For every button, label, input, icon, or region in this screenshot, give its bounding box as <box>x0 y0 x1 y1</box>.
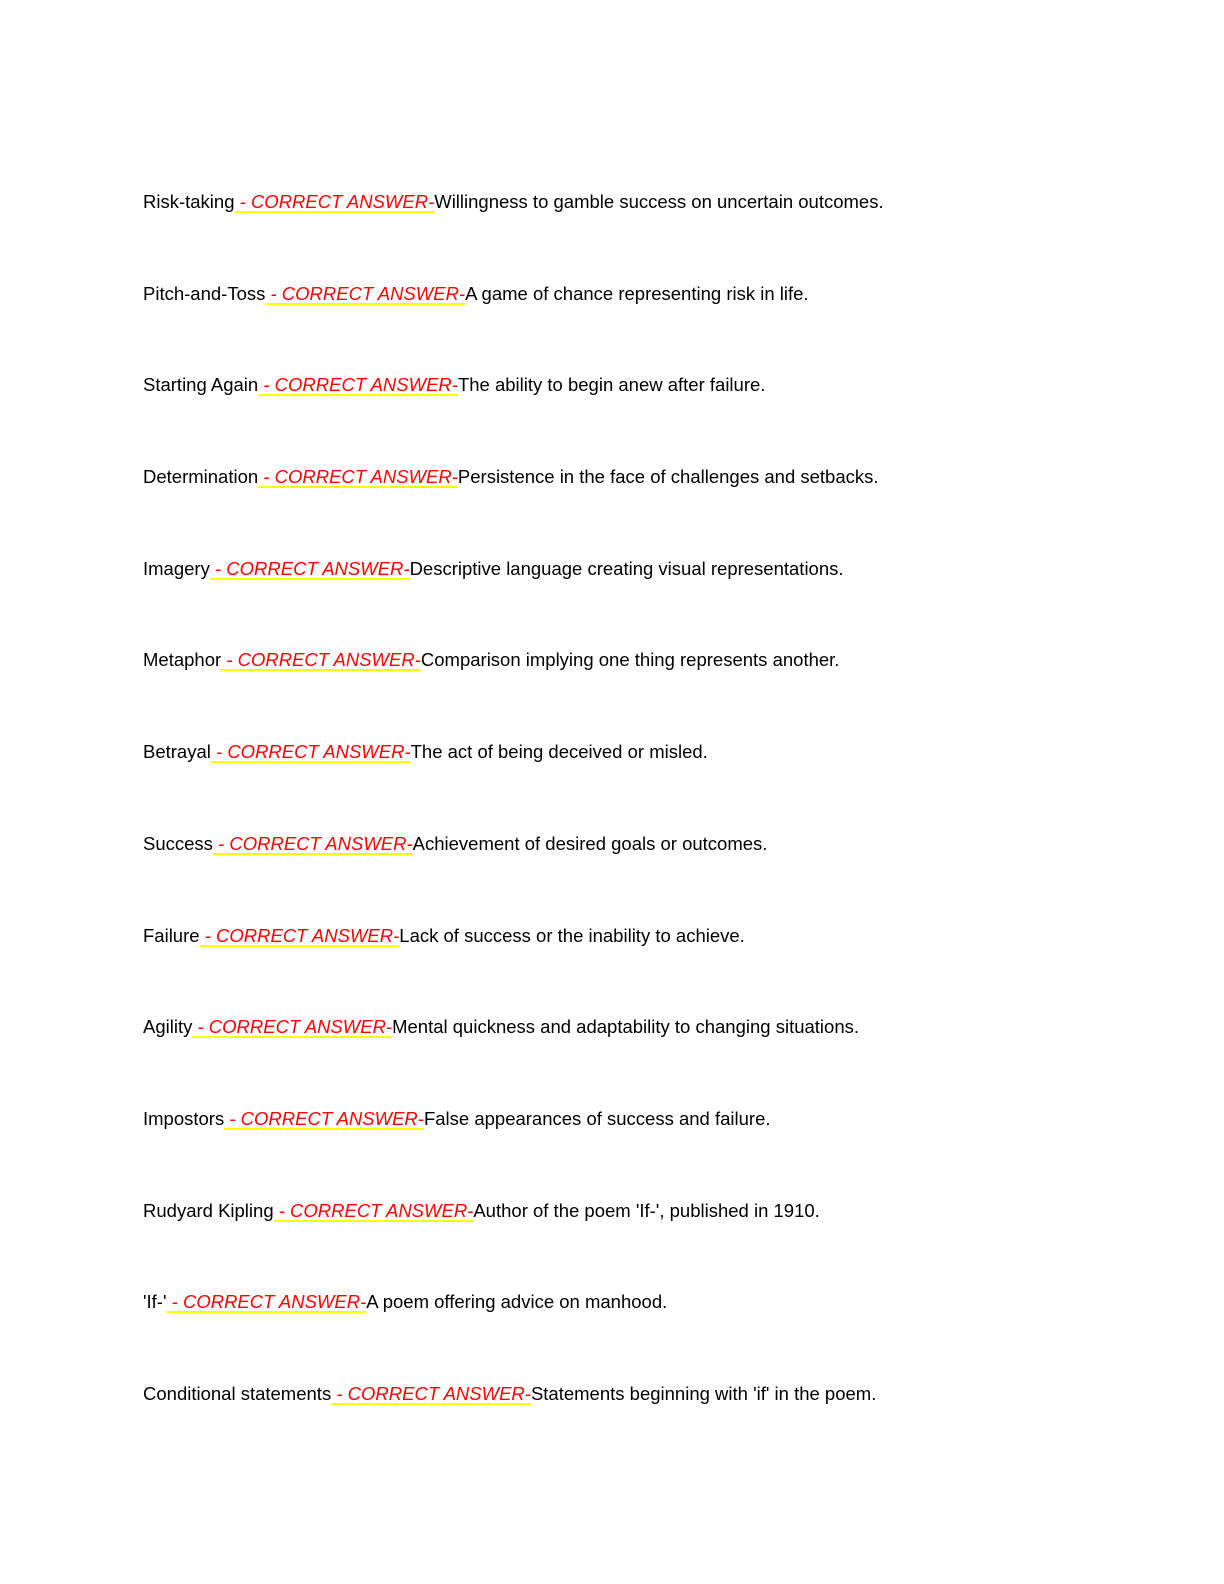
entry-term: Pitch-and-Toss <box>143 282 266 304</box>
entry-term: Metaphor <box>143 649 222 671</box>
entry-definition: Mental quickness and adaptability to changing situations. <box>392 1016 860 1038</box>
answer-separator: - CORRECT ANSWER- <box>331 1382 531 1404</box>
entry-term: Imagery <box>143 557 210 579</box>
flashcard-entry <box>143 463 1143 555</box>
answer-separator: - CORRECT ANSWER- <box>258 466 458 488</box>
entry-definition: Statements beginning with 'if' in the poem. <box>530 1382 877 1404</box>
entry-term: 'If-' <box>143 1291 167 1313</box>
flashcard-entry <box>143 280 1143 372</box>
entry-term: Betrayal <box>143 741 211 763</box>
flashcard-entry <box>143 1197 1143 1289</box>
flashcard-entry <box>143 1380 1143 1472</box>
entry-definition: The ability to begin anew after failure. <box>457 374 766 396</box>
flashcard-entry <box>143 646 1143 738</box>
answer-separator: - CORRECT ANSWER- <box>234 191 435 212</box>
entry-definition: A poem offering advice on manhood. <box>366 1291 668 1313</box>
entry-definition: Descriptive language creating visual representations. <box>409 557 844 579</box>
answer-separator: - CORRECT ANSWER- <box>199 924 400 946</box>
answer-separator: - CORRECT ANSWER- <box>221 649 421 671</box>
entry-definition: A game of chance representing risk in life. <box>465 282 809 304</box>
answer-separator: - CORRECT ANSWER- <box>192 1016 393 1038</box>
entry-definition: Willingness to gamble success on uncertain outcomes. <box>434 191 884 212</box>
flashcard-entry <box>143 1013 1143 1105</box>
entry-definition: Author of the poem 'If-', published in 1910. <box>473 1199 820 1221</box>
answer-separator: - CORRECT ANSWER- <box>210 741 411 763</box>
entry-definition: The act of being deceived or misled. <box>410 741 708 763</box>
entry-term: Impostors <box>143 1107 225 1129</box>
answer-separator: - CORRECT ANSWER- <box>258 374 458 396</box>
answer-separator: - CORRECT ANSWER- <box>212 832 413 854</box>
answer-separator: - CORRECT ANSWER- <box>224 1107 424 1129</box>
entry-definition: Lack of success or the inability to achieve. <box>399 924 745 946</box>
entry-term: Determination <box>143 466 259 488</box>
flashcard-entry <box>143 830 1143 922</box>
answer-separator: - CORRECT ANSWER- <box>166 1291 367 1313</box>
flashcard-entry <box>143 1105 1143 1197</box>
entry-definition: False appearances of success and failure. <box>423 1107 771 1129</box>
flashcard-entry <box>143 738 1143 830</box>
answer-separator: - CORRECT ANSWER- <box>209 557 410 579</box>
answer-separator: - CORRECT ANSWER- <box>265 282 466 304</box>
entry-definition: Achievement of desired goals or outcomes. <box>412 832 768 854</box>
entry-definition: Persistence in the face of challenges and setbacks. <box>457 466 879 488</box>
flashcard-entry <box>143 922 1143 1014</box>
entry-term: Agility <box>143 1016 193 1038</box>
flashcard-entry <box>143 555 1143 647</box>
entry-term: Failure <box>143 924 200 946</box>
answer-separator: - CORRECT ANSWER- <box>273 1199 474 1221</box>
entry-term: Risk-taking <box>143 191 235 212</box>
flashcard-entry <box>143 371 1143 463</box>
entry-term: Rudyard Kipling <box>143 1199 274 1221</box>
entry-term: Success <box>143 832 213 854</box>
flashcard-entry <box>143 1288 1143 1380</box>
entry-term: Starting Again <box>143 374 259 396</box>
entry-term: Conditional statements <box>143 1382 332 1404</box>
entry-definition: Comparison implying one thing represents another. <box>420 649 840 671</box>
flashcard-entry <box>143 188 1143 280</box>
flashcard-list <box>143 188 1143 1472</box>
